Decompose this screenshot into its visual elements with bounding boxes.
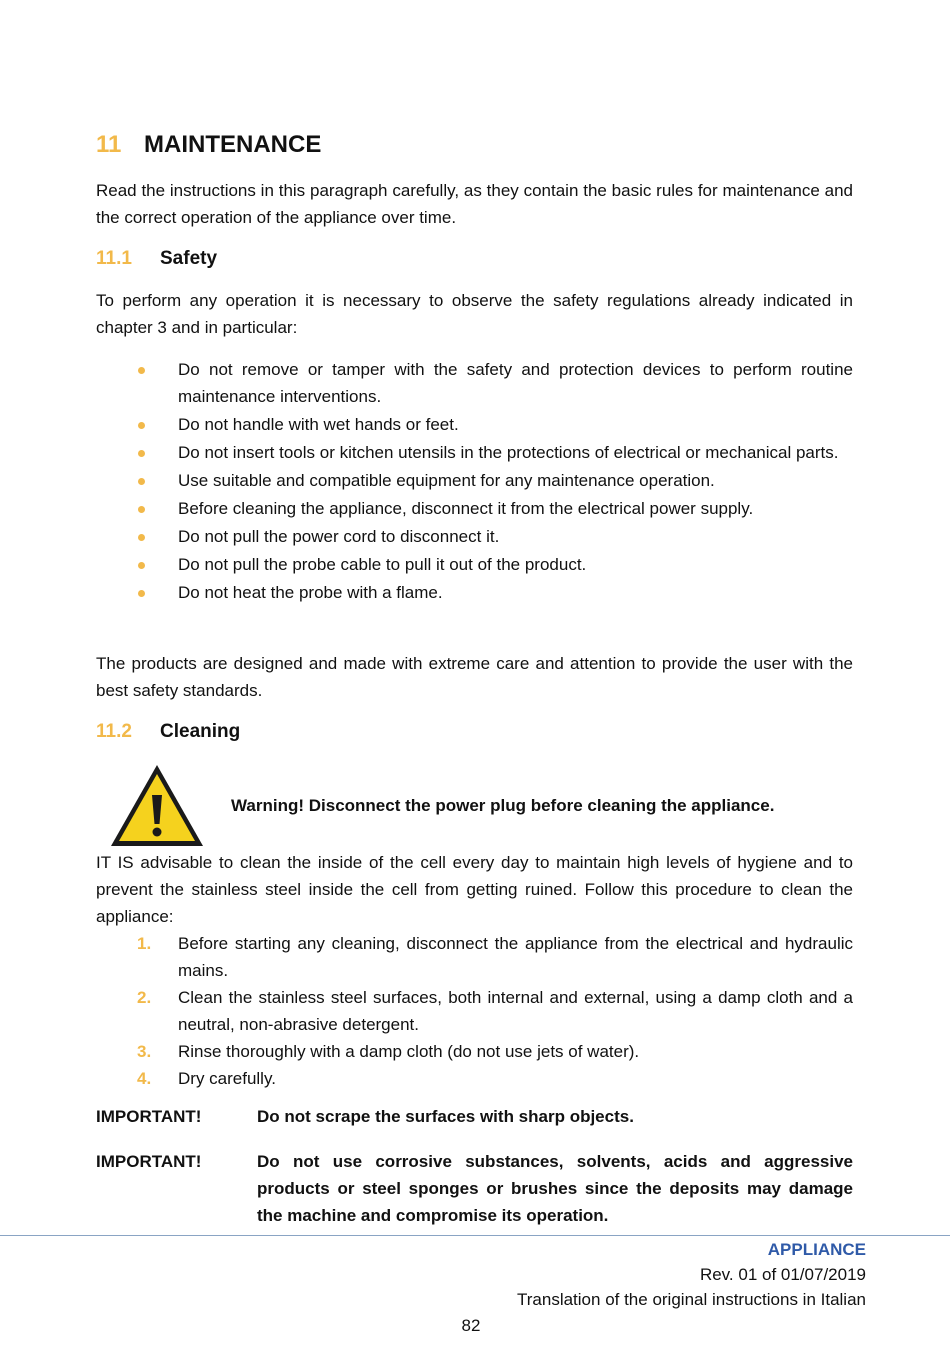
list-item: Do not pull the power cord to disconnect it.	[137, 523, 853, 550]
section-title: MAINTENANCE	[144, 131, 322, 158]
footer-revision: Rev. 01 of 01/07/2019	[699, 1265, 866, 1284]
section-heading	[96, 128, 321, 162]
list-item: Do not handle with wet hands or feet.	[137, 411, 853, 438]
important-label: IMPORTANT!	[96, 1152, 202, 1171]
section-number: 11	[96, 131, 122, 158]
safety-lead: To perform any operation it is necessary to observe the safety regulations already indicated in chapter 3 and in particular:	[96, 291, 853, 337]
important-note	[96, 1103, 853, 1130]
cleaning-steps	[137, 930, 853, 1092]
safety-closing: The products are designed and made with extreme care and attention to provide the user with the best safety standards.	[96, 654, 853, 700]
intro-paragraph: Read the instructions in this paragraph carefully, as they contain the basic rules for maintenance and the correct operation of the appliance over time.	[96, 181, 853, 227]
bullet-dot-icon	[138, 367, 145, 374]
page-number: 82	[461, 1316, 481, 1335]
list-item: Do not remove or tamper with the safety and protection devices to perform routine maintenance interventions.	[137, 356, 853, 410]
cleaning-lead: IT IS advisable to clean the inside of the cell every day to maintain high levels of hygiene and to prevent the stainless steel inside the cell from getting ruined. Follow this procedure to clean the appliance:	[96, 853, 853, 926]
bullet-dot-icon	[138, 422, 145, 429]
list-item: Do not pull the probe cable to pull it out of the product.	[137, 551, 853, 578]
bullet-dot-icon	[138, 534, 145, 541]
important-label: IMPORTANT!	[96, 1107, 202, 1126]
safety-title: Safety	[160, 248, 218, 269]
footer-divider	[0, 1235, 950, 1236]
footer-brand: APPLIANCE	[767, 1240, 866, 1259]
safety-number: 11.1	[96, 248, 132, 269]
safety-list	[137, 356, 853, 607]
bullet-dot-icon	[138, 506, 145, 513]
bullet-dot-icon	[138, 562, 145, 569]
list-item: Do not insert tools or kitchen utensils in the protections of electrical or mechanical parts.	[137, 439, 853, 466]
warning-text: Warning! Disconnect the power plug before cleaning the appliance.	[231, 796, 775, 815]
warning-triangle-icon	[108, 762, 206, 850]
safety-heading	[96, 245, 217, 273]
bullet-dot-icon	[138, 478, 145, 485]
list-item: Before cleaning the appliance, disconnect it from the electrical power supply.	[137, 495, 853, 522]
list-item: 4. Dry carefully.	[137, 1069, 276, 1088]
cleaning-heading	[96, 718, 240, 746]
bullet-dot-icon	[138, 590, 145, 597]
list-item: 2. Clean the stainless steel surfaces, both internal and external, using a damp cloth and a neutral, non-abrasive detergent.	[137, 988, 853, 1034]
important-note	[96, 1148, 853, 1229]
footer-translation: Translation of the original instructions in Italian	[517, 1290, 866, 1309]
important-text: Do not scrape the surfaces with sharp objects.	[257, 1107, 634, 1126]
list-item: Use suitable and compatible equipment for any maintenance operation.	[137, 467, 853, 494]
important-text: Do not use corrosive substances, solvents, acids and aggressive products or steel sponges or brushes since the deposits may damage the machine and compromise its operation.	[257, 1152, 853, 1225]
cleaning-number: 11.2	[96, 721, 132, 742]
cleaning-title: Cleaning	[160, 721, 241, 742]
list-item: 1. Before starting any cleaning, disconnect the appliance from the electrical and hydraulic mains.	[137, 934, 853, 980]
list-item: 3. Rinse thoroughly with a damp cloth (do not use jets of water).	[137, 1042, 640, 1061]
bullet-dot-icon	[138, 450, 145, 457]
list-item: Do not heat the probe with a flame.	[137, 579, 853, 606]
